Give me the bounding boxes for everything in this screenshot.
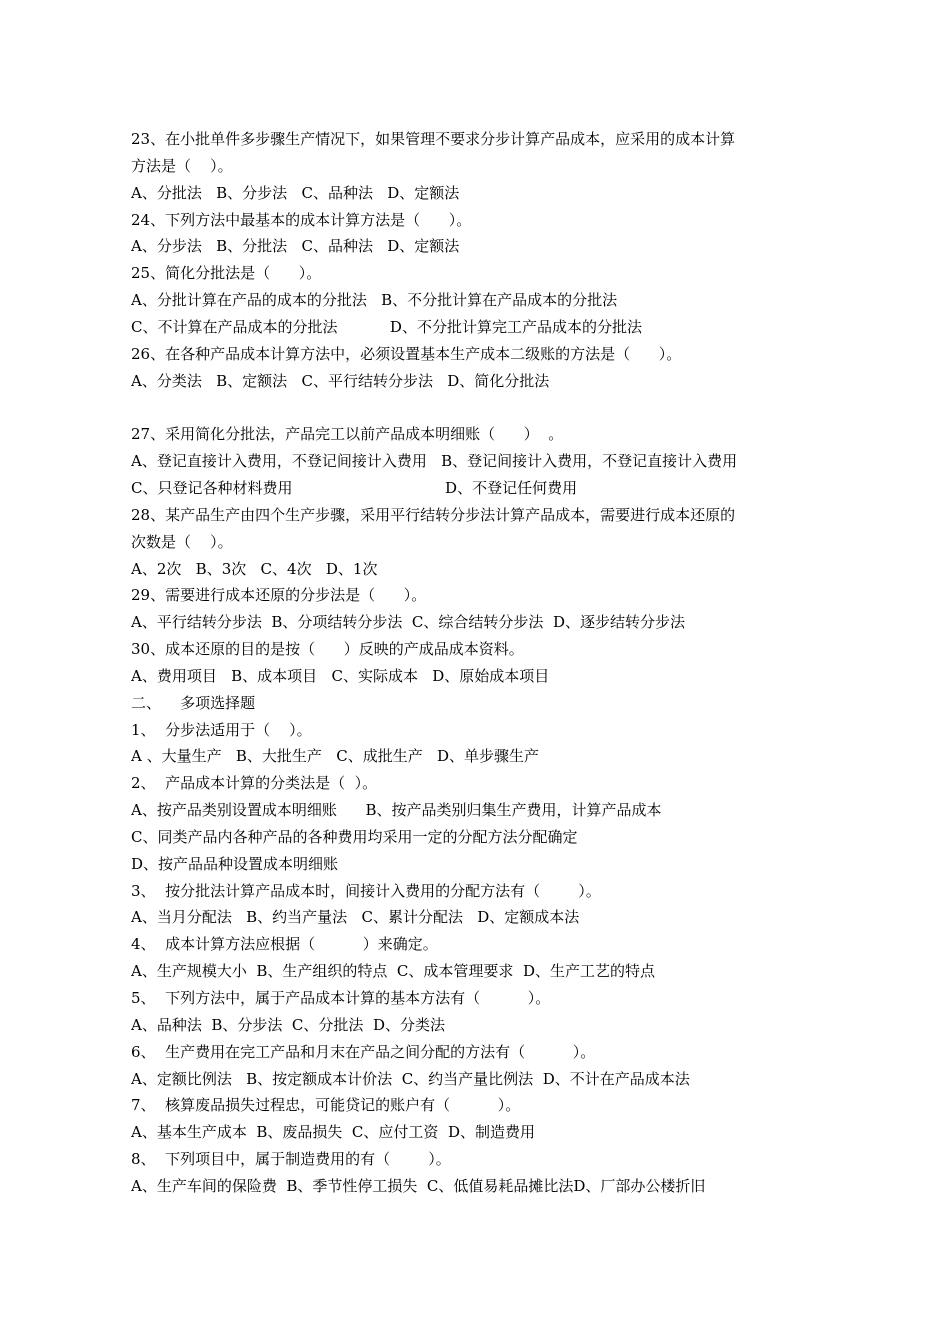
text-line: A、分类法 B、定额法 C、平行结转分步法 D、简化分批法 (131, 371, 550, 390)
text-line: 2、 产品成本计算的分类法是（ ）。 (131, 774, 378, 793)
text-line: 4、 成本计算方法应根据（ ）来确定。 (131, 935, 438, 954)
text-line: A、分批计算在产品的成本的分批法 B、不分批计算在产品成本的分批法 (131, 291, 618, 310)
text-line: A、当月分配法 B、约当产量法 C、累计分配法 D、定额成本法 (131, 908, 580, 927)
text-line: 7、 核算废品损失过程忠，可能贷记的账户有（ ）。 (131, 1096, 521, 1115)
text-line: A、费用项目 B、成本项目 C、实际成本 D、原始成本项目 (131, 666, 550, 685)
text-line: A、平行结转分步法 B、分项结转分步法 C、综合结转分步法 D、逐步结转分步法 (131, 613, 685, 632)
text-line: 24、下列方法中最基本的成本计算方法是（ ）。 (131, 210, 472, 229)
text-line: 8、 下列项目中，属于制造费用的有（ ）。 (131, 1150, 451, 1169)
text-line: 25、简化分批法是（ ）。 (131, 264, 322, 283)
text-line: 26、在各种产品成本计算方法中，必须设置基本生产成本二级账的方法是（ ）。 (131, 344, 682, 363)
text-line: A、2次 B、3次 C、4次 D、1次 (131, 559, 378, 578)
text-line: C、不计算在产品成本的分批法 D、不分批计算完工产品成本的分批法 (131, 317, 642, 336)
text-line: A、生产规模大小 B、生产组织的特点 C、成本管理要求 D、生产工艺的特点 (131, 962, 655, 981)
text-line: A、品种法 B、分步法 C、分批法 D、分类法 (131, 1015, 445, 1034)
text-line: 28、某产品生产由四个生产步骤，采用平行结转分步法计算产品成本，需要进行成本还原的 (131, 505, 736, 524)
text-line: A、基本生产成本 B、废品损失 C、应付工资 D、制造费用 (131, 1123, 535, 1142)
text-line: 27、采用简化分批法，产品完工以前产品成本明细账（ ） 。 (131, 425, 564, 444)
text-line: 5、 下列方法中，属于产品成本计算的基本方法有（ ）。 (131, 989, 551, 1007)
question-list (131, 126, 821, 1200)
text-line: A 、大量生产 B、大批生产 C、成批生产 D、单步骤生产 (131, 747, 540, 766)
text-line: A、分批法 B、分步法 C、品种法 D、定额法 (131, 183, 460, 202)
text-line: 方法是（ ）。 (131, 156, 233, 175)
text-line: 6、 生产费用在完工产品和月末在产品之间分配的方法有（ ）。 (131, 1042, 596, 1061)
text-line: A、定额比例法 B、按定额成本计价法 C、约当产量比例法 D、不计在产品成本法 (131, 1069, 690, 1088)
text-line: 3、 按分批法计算产品成本时，间接计入费用的分配方法有（ ）。 (131, 881, 601, 900)
text-line: C、只登记各种材料费用 D、不登记任何费用 (131, 478, 578, 497)
text-line: A、登记直接计入费用，不登记间接计入费用 B、登记间接计入费用，不登记直接计入费用 (131, 452, 738, 471)
text-line: 30、成本还原的目的是按（ ）反映的产成品成本资料。 (131, 640, 524, 659)
text-line: 次数是（ ）。 (131, 532, 233, 551)
text-line: 1、 分步法适用于（ ）。 (131, 720, 312, 739)
text-line: C、同类产品内各种产品的各种费用均采用一定的分配方法分配确定 (131, 827, 578, 846)
text-line: 29、需要进行成本还原的分步法是（ ）。 (131, 586, 427, 605)
blank-line (131, 394, 821, 421)
text-line: A、按产品类别设置成本明细账 B、按产品类别归集生产费用，计算产品成本 (131, 801, 662, 820)
text-line: 二、 多项选择题 (131, 693, 256, 712)
text-line: D、按产品品种设置成本明细账 (131, 854, 339, 873)
text-line: A、生产车间的保险费 B、季节性停工损失 C、低值易耗品摊比法D、厂部办公楼折旧 (131, 1176, 706, 1195)
text-line: A、分步法 B、分批法 C、品种法 D、定额法 (131, 237, 460, 256)
text-line: 23、在小批单件多步骤生产情况下，如果管理不要求分步计算产品成本，应采用的成本计算 (131, 130, 736, 148)
